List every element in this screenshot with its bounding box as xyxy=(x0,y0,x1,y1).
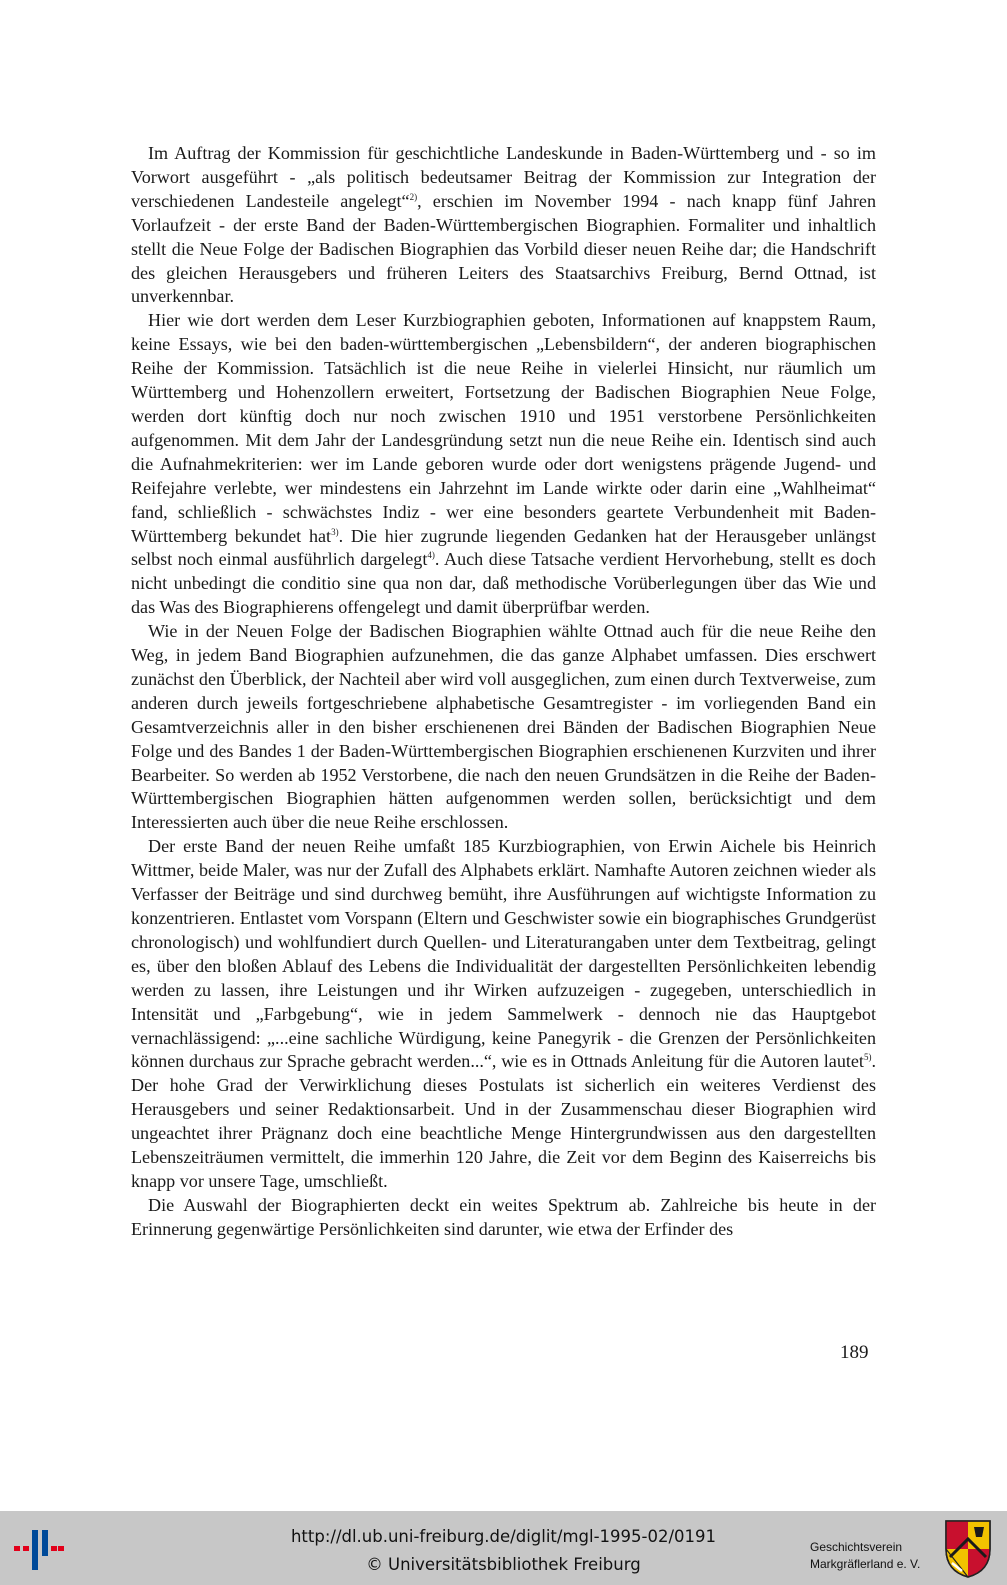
page-number: 189 xyxy=(840,1342,869,1363)
footer-bar xyxy=(0,1511,1007,1585)
markgraeflerland-crest-icon xyxy=(944,1519,992,1579)
paragraph-3: Wie in der Neuen Folge der Badischen Biographien wählte Ottnad auch für die neue Reihe den Weg, in jedem Band Biographien aufzunehmen, die das ganze Alphabet umfassen. Dies erschwert zunächst den Überblick, der Nachteil aber wird voll ausgeglichen, zum einen durch Textverweise, zum anderen durch jeweils fortgeschriebene alphabetische Gesamtregister - im vorliegenden Band ein Gesamtverzeichnis aller in den bisher erschienenen drei Bänden der Badischen Biographien Neue Folge und des Bandes 1 der Baden-Württembergischen Biographien erschienenen Kurzviten und ihrer Bearbeiter. So werden ab 1952 Verstorbene, die nach den neuen Grundsätzen in die Reihe der Baden-Württembergischen Biographien hätten aufgenommen werden sollen, berücksichtigt und dem Interessierten auch über die neue Reihe erschlossen. xyxy=(131,621,876,833)
footnote-ref: 3) xyxy=(331,526,339,537)
footnote-ref: 2) xyxy=(409,191,418,202)
footnote-ref: 5) xyxy=(863,1052,872,1063)
paragraph-1: Im Auftrag der Kommission für geschichtliche Landeskunde in Baden-Württemberg und - so im Vorwort ausgeführt - „als politisch bedeutsamer Beitrag der Kommission zur Integration der verschiedenen Landesteile angelegt“$^{2)}$, erschien im November 1994 - nach knapp fünf Jahren Vorlaufzeit - der erste Band der Baden-Württembergischen Biographien. Formaliter und inhaltlich stellt die Neue Folge der Badischen Biographien das Vorbild dieser neuen Reihe dar; die Handschrift des gleichen Herausgebers und früheren Leiters des Staatsarchivs Freiburg, Bernd Ottnad, ist unverkennbar. xyxy=(131,143,876,307)
copyright-notice: © Universitätsbibliothek Freiburg xyxy=(366,1555,641,1574)
source-url-link[interactable]: http://dl.ub.uni-freiburg.de/diglit/mgl-1995-02/0191 xyxy=(290,1527,717,1546)
society-line-1: Geschichtsverein xyxy=(810,1540,903,1554)
paragraph-2: Hier wie dort werden dem Leser Kurzbiographien geboten, Informationen auf knappstem Raum, keine Essays, wie bei den baden-württembergischen „Lebensbildern“, der anderen biographischen Reihe der Kommission. Tatsächlich ist die neue Reihe in vielerlei Hinsicht, nur räumlich um Württemberg und Hohenzollern erweitert, Fortsetzung der Badischen Biographien Neue Folge, werden dort künftig doch nur noch zwischen 1910 und 1951 verstorbene Persönlichkeiten aufgenommen. Mit dem Jahr der Landesgründung setzt nun die neue Reihe ein. Identisch sind auch die Aufnahmekriterien: wer im Lande geboren wurde oder dort wenigstens prägende Jugend- und Reifejahre verlebte, wer mindestens ein Jahrzehnt im Lande wirkte oder darin eine „Wahlheimat“ fand, schließlich - schwächstes Indiz - wer eine besonders geartete Verbundenheit mit Baden-Württemberg bekundet hat$^{3)}$. Die hier zugrunde liegenden Gedanken hat der Herausgeber unlängst selbst noch einmal ausführlich dargelegt$^{4)}$. Auch diese Tatsache verdient Hervorhebung, stellt es doch nicht unbedingt die conditio sine qua non dar, daß methodische Vorüberlegungen über das Wie und das Was des Biographierens offengelegt und damit überprüfbar werden. xyxy=(131,310,877,618)
society-name xyxy=(810,1539,920,1573)
body-text xyxy=(131,142,876,1242)
paragraph-4: Der erste Band der neuen Reihe umfaßt 185 Kurzbiographien, von Erwin Aichele bis Heinrich Wittmer, beide Maler, was nur der Zufall des Alphabets erklärt. Namhafte Autoren zeichnen wieder als Verfasser der Beiträge und sind durchweg bemüht, ihre Ausführungen auf wichtigste Information zu konzentrieren. Entlastet vom Vorspann (Eltern und Geschwister sowie ein biographisches Grundgerüst chronologisch) und wohlfundiert durch Quellen- und Literaturangaben unter dem Textbeitrag, gelingt es, über den bloßen Ablauf des Lebens die Individualität der dargestellten Persönlichkeiten lebendig werden zu lassen, ihre Leistungen und ihr Wirken aufzuzeigen - zugegeben, unterschiedlich in Intensität und „Farbgebung“, wie in jedem Sammelwerk - dennoch nie das Hauptgebot vernachlässigend: „...eine sachliche Würdigung, keine Panegyrik - die Grenzen der Persönlichkeiten können durchaus zur Sprache gebracht werden...“, wie es in Ottnads Anleitung für die Autoren lautet$^{5)}$. Der hohe Grad der Verwirklichung dieses Postulats ist sicherlich ein weiteres Verdienst des Herausgebers und seiner Redaktionsarbeit. Und in der Zusammenschau dieser Biographien wird ungeachtet ihrer Prägnanz doch eine beachtliche Menge Hintergrundwissen aus den dargestellten Lebenszeiträumen vermittelt, die immerhin 120 Jahre, die Zeit vor dem Beginn des Kaiserreichs bis knapp vor unsere Tage, umschließt. xyxy=(131,836,876,1191)
footnote-ref: 4) xyxy=(427,550,435,561)
society-line-2: Markgräflerland e. V. xyxy=(810,1557,921,1571)
paragraph-5: Die Auswahl der Biographierten deckt ein weites Spektrum ab. Zahlreiche bis heute in der Erinnerung gegenwärtige Persönlichkeiten sind darunter, wie etwa der Erfinder des xyxy=(131,1194,876,1239)
